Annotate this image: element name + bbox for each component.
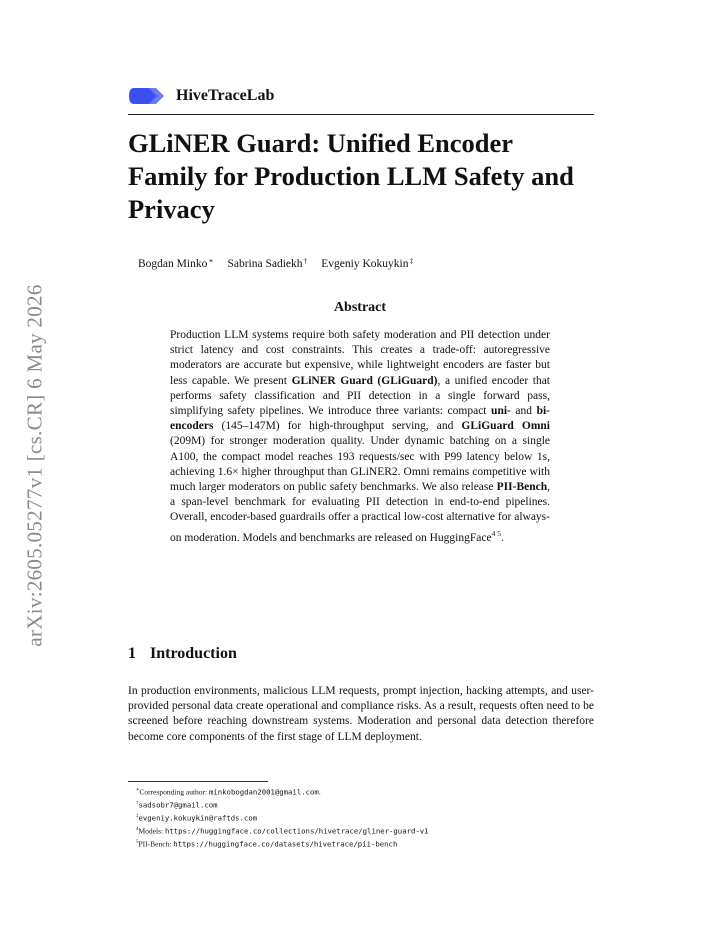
footnote-list — [136, 785, 429, 850]
footnote-ref: 4 5 — [491, 528, 501, 538]
author: Sabrina Sadiekh† — [227, 256, 308, 270]
author: Evgeniy Kokuykin‡ — [321, 256, 414, 270]
footnote: †sadsobr7@gmail.com — [136, 800, 218, 810]
brand-header — [128, 85, 274, 107]
arxiv-watermark — [15, 255, 55, 675]
hivetrace-logo-icon — [128, 85, 168, 107]
author: Bogdan Minko∗ — [138, 256, 214, 270]
footnote: ∗Corresponding author: minkobogdan2001@gmail.com. — [136, 787, 321, 797]
header-rule — [128, 114, 594, 115]
arxiv-id: arXiv:2605.05277v1 [cs.CR] 6 May 2026 — [22, 283, 47, 647]
section-heading: 1 Introduction — [128, 645, 237, 662]
intro-paragraph: In production environments, malicious LLM requests, prompt injection, hacking attempts, and user-provided personal data create operational and compliance risks. As a result, requests often need to be screened before reaching downstream systems. Moderation and personal data detection therefore become core components of the first stage of LLM deployment. — [128, 685, 594, 743]
footnote: $^4$Models: https://huggingface.co/collections/hivetrace/gliner-guard-v1 — [136, 826, 429, 836]
abstract-body: Production LLM systems require both safety moderation and PII detection under strict latency and cost constraints. This creates a trade-off: autoregressive moderators are accurate but expensive, while lightweight encoders are faster but less capable. We present GLiNER Guard (GLiGuard), a unified encoder that performs safety classification and PII detection in a single forward pass, simplifying safety pipelines. We introduce three variants: compact uni- and bi-encoders (145–147M) for high-throughput serving, and GLiGuard Omni (209M) for stronger moderation quality. Under dynamic batching on a single A100, the compact model reaches 193 requests/sec with P99 latency below 1s, achieving 1.6× higher throughput than GLiNER2. Omni remains competitive with much larger moderators on public safety benchmarks. We also release PII-Bench, a span-level benchmark for evaluating PII detection in end-to-end pipelines. Overall, encoder-based guardrails offer a practical low-cost alternative for always-on moderation. Models and benchmarks are released on HuggingFace$^{4 5}$. — [170, 329, 550, 544]
abstract-heading: Abstract — [333, 300, 387, 315]
footnote: ‡evgeniy.kokuykin@raftds.com — [136, 813, 258, 823]
footnote: $^5$PII-Bench: https://huggingface.co/datasets/hivetrace/pii-bench — [136, 839, 398, 849]
author-list — [138, 256, 413, 270]
footnote-rule — [128, 781, 268, 782]
brand-name: HiveTraceLab — [176, 87, 275, 104]
paper-title: GLiNER Guard: Unified Encoder Family for Production LLM Safety and Privacy — [128, 128, 574, 224]
